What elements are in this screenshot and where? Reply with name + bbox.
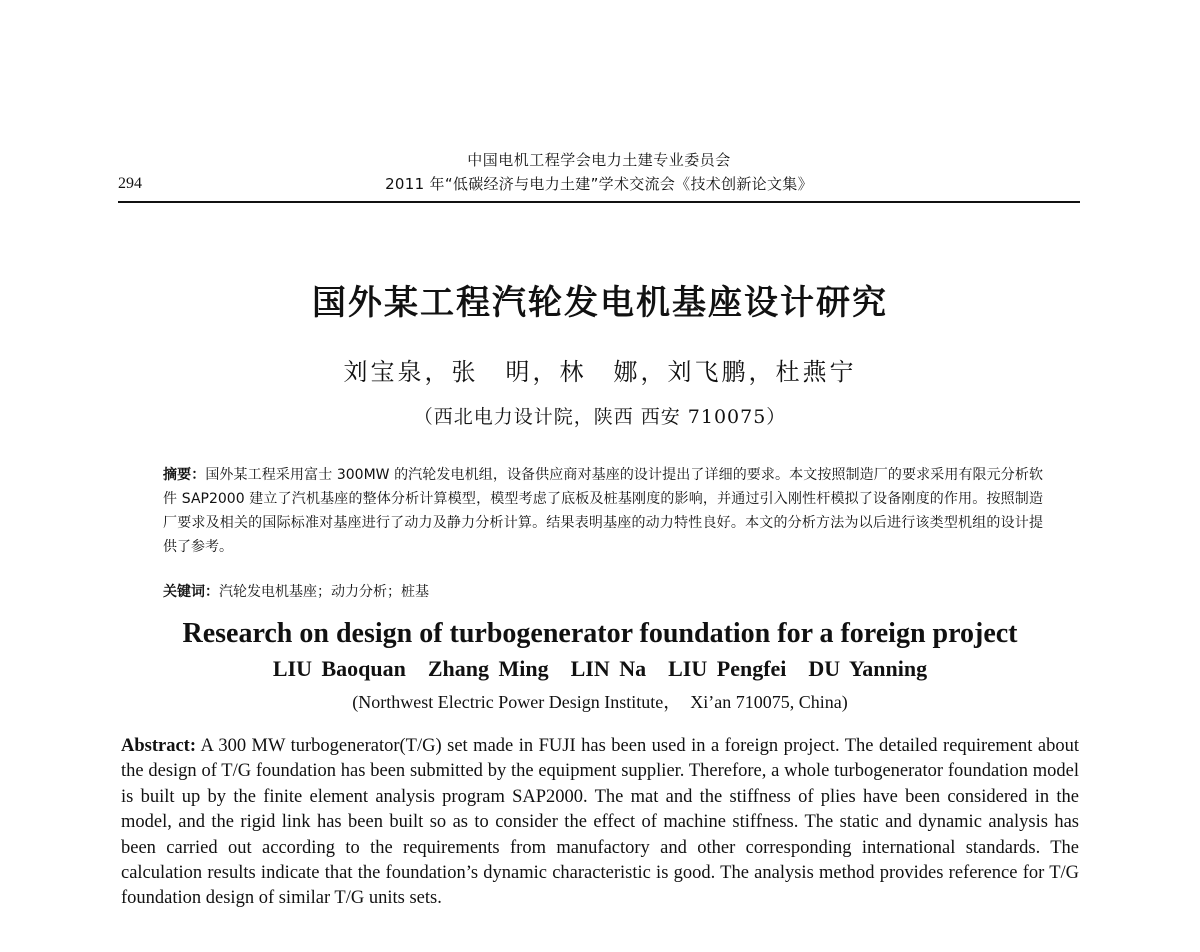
english-abstract-label: Abstract: [121, 736, 197, 756]
running-header [118, 150, 1080, 202]
chinese-abstract-text: 国外某工程采用富士 300MW 的汽轮发电机组，设备供应商对基座的设计提出了详细的要求。本文按照制造厂的要求采用有限元分析软件 SAP2000 建立了汽机基座的整体分析计算模型，模型考虑了底板及桩基刚度的影响，并通过引入刚性杆模拟了设备刚度的作用。按照制造厂要求及相关的国际标准对基座进行了动力及静力分析计算。结果表明基座的动力特性良好。本文的分析方法为以后进行该类型机组的设计提供了参考。 [163, 467, 1043, 555]
english-abstract-text: A 300 MW turbogenerator(T/G) set made in FUJI has been used in a foreign project. The detailed requirement about the design of T/G foundation has been submitted by the equipment supplier. Therefore, a whole turbogenerator foundation model is built up by the finite element analysis program SAP2000. The mat and the stiffness of plies have been considered in the model, and the rigid link has been built so as to consider the effect of machine stiffness. The static and dynamic analysis has been carried out according to the requirements from manufactory and other corresponding international standards. The calculation results indicate that the foundation’s dynamic characteristic is good. The analysis method provides reference for T/G foundation design of similar T/G units sets. [121, 736, 1079, 909]
chinese-abstract-label: 摘要： [163, 467, 206, 483]
header-conference: 2011 年“低碳经济与电力土建”学术交流会《技术创新论文集》 [385, 175, 813, 193]
chinese-title: 国外某工程汽轮发电机基座设计研究 [312, 283, 888, 323]
chinese-keywords [163, 581, 1043, 603]
chinese-affiliation: （西北电力设计院，陕西 西安 710075） [413, 406, 787, 428]
header-rule [118, 201, 1080, 203]
chinese-authors: 刘宝泉，张 明，林 娜，刘飞鹏，杜燕宁 [343, 358, 857, 386]
english-authors: LIU Baoquan Zhang Ming LIN Na LIU Pengfei DU Yanning [272, 656, 928, 681]
english-abstract [121, 734, 1079, 912]
english-title: Research on design of turbogenerator foundation for a foreign project [182, 618, 1018, 649]
english-affiliation: (Northwest Electric Power Design Institute， Xi’an 710075, China) [352, 692, 848, 712]
page-number: 294 [118, 175, 142, 192]
header-organization: 中国电机工程学会电力土建专业委员会 [467, 151, 731, 169]
chinese-keywords-label: 关键词： [163, 584, 219, 600]
chinese-keywords-text: 汽轮发电机基座；动力分析；桩基 [219, 584, 429, 600]
chinese-abstract [163, 463, 1043, 559]
